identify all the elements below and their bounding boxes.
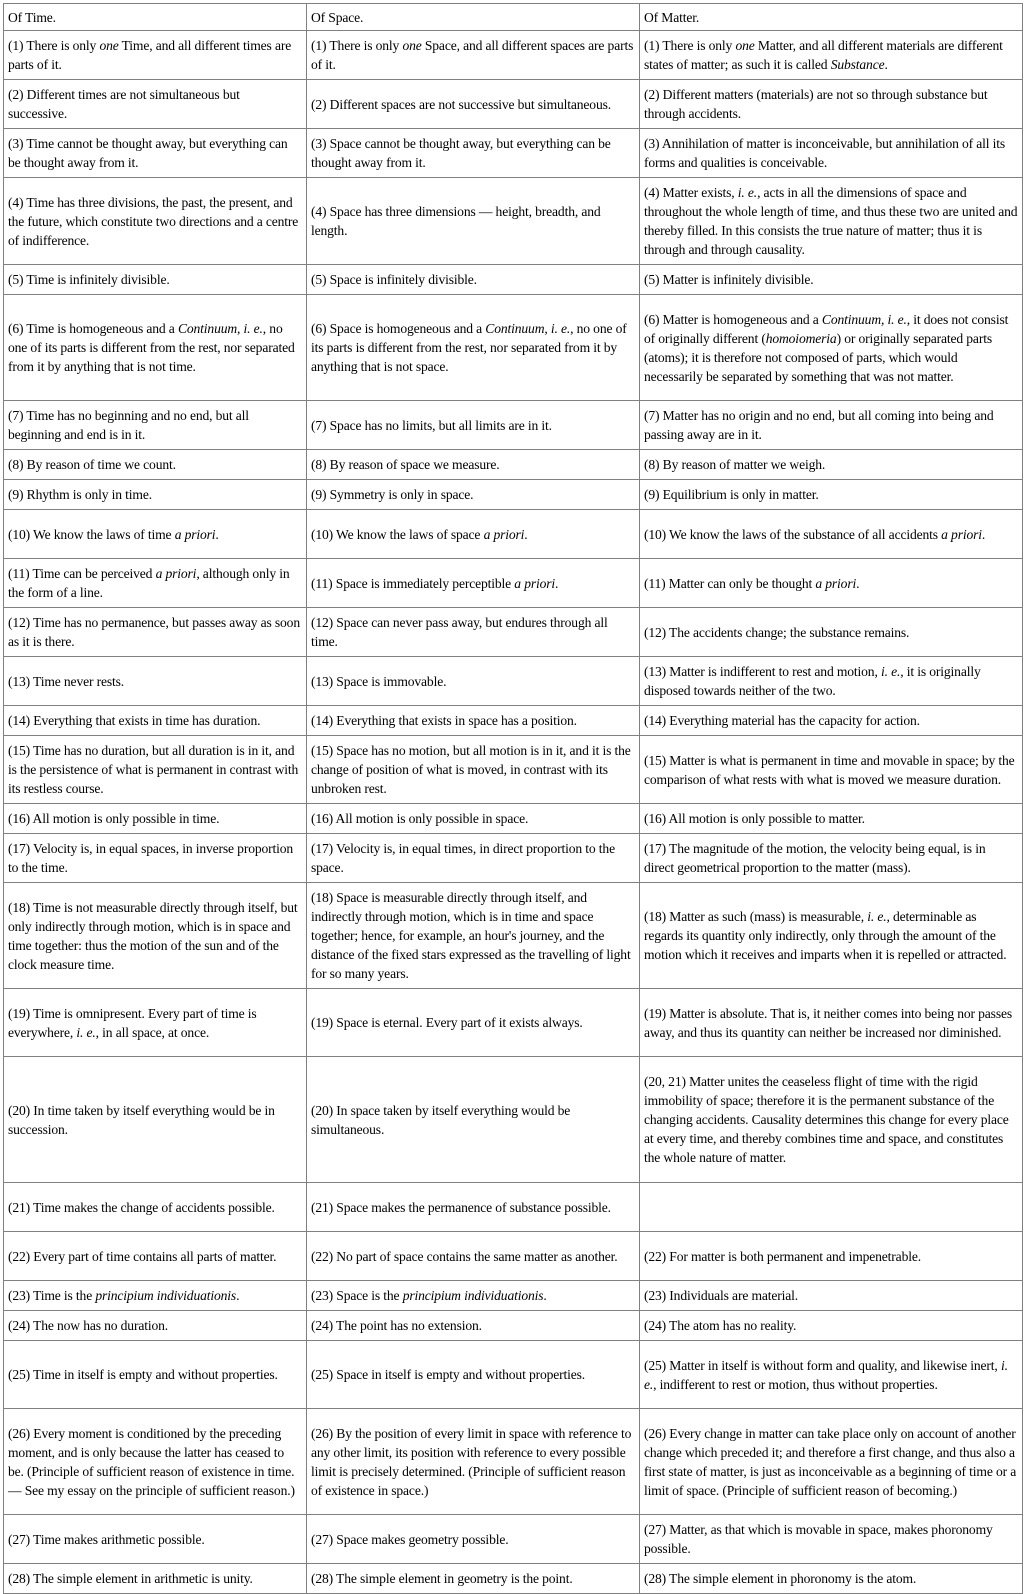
table-row xyxy=(4,736,1023,804)
cell-matter: (5) Matter is infinitely divisible. xyxy=(640,265,1023,295)
cell-matter: (12) The accidents change; the substance remains. xyxy=(640,608,1023,657)
cell-space: (27) Space makes geometry possible. xyxy=(307,1515,640,1564)
cell-time: (21) Time makes the change of accidents possible. xyxy=(4,1183,307,1232)
table-row xyxy=(4,510,1023,559)
cell-space: (13) Space is immovable. xyxy=(307,657,640,706)
cell-matter: (8) By reason of matter we weigh. xyxy=(640,450,1023,480)
cell-matter: (27) Matter, as that which is movable in space, makes phoronomy possible. xyxy=(640,1515,1023,1564)
cell-space: (3) Space cannot be thought away, but everything can be thought away from it. xyxy=(307,129,640,178)
cell-space: (12) Space can never pass away, but endures through all time. xyxy=(307,608,640,657)
table-row xyxy=(4,883,1023,989)
cell-time: (18) Time is not measurable directly through itself, but only indirectly through motion, which is in space and time together: thus the motion of the sun and of the clock measure time. xyxy=(4,883,307,989)
cell-matter: (9) Equilibrium is only in matter. xyxy=(640,480,1023,510)
cell-matter: (4) Matter exists, i. e., acts in all the dimensions of space and throughout the whole length of time, and thus these two are united and thereby filled. In this consists the true nature of matter; thus it is through and through causality. xyxy=(640,178,1023,265)
cell-matter: (10) We know the laws of the substance of all accidents a priori. xyxy=(640,510,1023,559)
cell-time: (4) Time has three divisions, the past, the present, and the future, which constitute two directions and a centre of indifference. xyxy=(4,178,307,265)
table-row xyxy=(4,31,1023,80)
cell-space: (2) Different spaces are not successive but simultaneous. xyxy=(307,80,640,129)
header-space: Of Space. xyxy=(307,4,640,31)
cell-space: (15) Space has no motion, but all motion is in it, and it is the change of position of what is moved, in contrast with its unbroken rest. xyxy=(307,736,640,804)
cell-time: (8) By reason of time we count. xyxy=(4,450,307,480)
cell-time: (16) All motion is only possible in time. xyxy=(4,804,307,834)
cell-space: (28) The simple element in geometry is the point. xyxy=(307,1564,640,1594)
header-time: Of Time. xyxy=(4,4,307,31)
cell-time: (27) Time makes arithmetic possible. xyxy=(4,1515,307,1564)
cell-matter: (1) There is only one Matter, and all different materials are different states of matter; as such it is called Substance. xyxy=(640,31,1023,80)
table-row xyxy=(4,608,1023,657)
cell-space: (5) Space is infinitely divisible. xyxy=(307,265,640,295)
table-row xyxy=(4,450,1023,480)
cell-time: (25) Time in itself is empty and without properties. xyxy=(4,1341,307,1409)
cell-time: (3) Time cannot be thought away, but everything can be thought away from it. xyxy=(4,129,307,178)
cell-space: (26) By the position of every limit in space with reference to any other limit, its position with reference to every possible limit is precisely determined. (Principle of sufficient reason of existence in space.) xyxy=(307,1409,640,1515)
cell-time: (5) Time is infinitely divisible. xyxy=(4,265,307,295)
cell-space: (11) Space is immediately perceptible a priori. xyxy=(307,559,640,608)
header-row xyxy=(4,4,1023,31)
cell-space: (10) We know the laws of space a priori. xyxy=(307,510,640,559)
cell-matter: (3) Annihilation of matter is inconceivable, but annihilation of all its forms and qualities is conceivable. xyxy=(640,129,1023,178)
cell-matter xyxy=(640,1183,1023,1232)
table-row xyxy=(4,480,1023,510)
cell-matter: (2) Different matters (materials) are not so through substance but through accidents. xyxy=(640,80,1023,129)
cell-space: (1) There is only one Space, and all different spaces are parts of it. xyxy=(307,31,640,80)
table-row xyxy=(4,1341,1023,1409)
cell-matter: (22) For matter is both permanent and impenetrable. xyxy=(640,1232,1023,1281)
table-row xyxy=(4,178,1023,265)
cell-time: (11) Time can be perceived a priori, although only in the form of a line. xyxy=(4,559,307,608)
cell-time: (14) Everything that exists in time has duration. xyxy=(4,706,307,736)
cell-matter: (17) The magnitude of the motion, the velocity being equal, is in direct geometrical proportion to the matter (mass). xyxy=(640,834,1023,883)
cell-time: (17) Velocity is, in equal spaces, in inverse proportion to the time. xyxy=(4,834,307,883)
table-row xyxy=(4,265,1023,295)
cell-matter: (26) Every change in matter can take place only on account of another change which preceded it; and therefore a first change, and thus also a first state of matter, is just as inconceivable as a beginning of time or a limit of space. (Principle of sufficient reason of becoming.) xyxy=(640,1409,1023,1515)
cell-time: (23) Time is the principium individuationis. xyxy=(4,1281,307,1311)
cell-time: (22) Every part of time contains all parts of matter. xyxy=(4,1232,307,1281)
cell-matter: (24) The atom has no reality. xyxy=(640,1311,1023,1341)
cell-matter: (13) Matter is indifferent to rest and motion, i. e., it is originally disposed towards neither of the two. xyxy=(640,657,1023,706)
cell-space: (8) By reason of space we measure. xyxy=(307,450,640,480)
cell-matter: (16) All motion is only possible to matter. xyxy=(640,804,1023,834)
cell-matter: (19) Matter is absolute. That is, it neither comes into being nor passes away, and thus its quantity can neither be increased nor diminished. xyxy=(640,989,1023,1057)
table-row xyxy=(4,80,1023,129)
cell-matter: (20, 21) Matter unites the ceaseless flight of time with the rigid immobility of space; therefore it is the permanent substance of the changing accidents. Causality determines this change for every place at every time, and thereby combines time and space, and constitutes the whole nature of matter. xyxy=(640,1057,1023,1183)
cell-space: (4) Space has three dimensions — height, breadth, and length. xyxy=(307,178,640,265)
table-row xyxy=(4,1057,1023,1183)
table-row xyxy=(4,834,1023,883)
table-row xyxy=(4,129,1023,178)
table-row xyxy=(4,1515,1023,1564)
cell-space: (7) Space has no limits, but all limits are in it. xyxy=(307,401,640,450)
table-row xyxy=(4,1409,1023,1515)
comparison-table xyxy=(3,3,1023,1594)
cell-matter: (25) Matter in itself is without form and quality, and likewise inert, i. e., indifferent to rest or motion, thus without properties. xyxy=(640,1341,1023,1409)
cell-space: (21) Space makes the permanence of substance possible. xyxy=(307,1183,640,1232)
cell-matter: (28) The simple element in phoronomy is the atom. xyxy=(640,1564,1023,1594)
table-row xyxy=(4,706,1023,736)
cell-space: (25) Space in itself is empty and without properties. xyxy=(307,1341,640,1409)
cell-space: (9) Symmetry is only in space. xyxy=(307,480,640,510)
cell-time: (10) We know the laws of time a priori. xyxy=(4,510,307,559)
table-row xyxy=(4,804,1023,834)
cell-time: (6) Time is homogeneous and a Continuum, i. e., no one of its parts is different from the rest, nor separated from it by anything that is not time. xyxy=(4,295,307,401)
cell-time: (15) Time has no duration, but all duration is in it, and is the persistence of what is permanent in contrast with its restless course. xyxy=(4,736,307,804)
cell-space: (19) Space is eternal. Every part of it exists always. xyxy=(307,989,640,1057)
cell-matter: (15) Matter is what is permanent in time and movable in space; by the comparison of what rests with what is moved we measure duration. xyxy=(640,736,1023,804)
cell-time: (24) The now has no duration. xyxy=(4,1311,307,1341)
cell-time: (20) In time taken by itself everything would be in succession. xyxy=(4,1057,307,1183)
cell-space: (18) Space is measurable directly through itself, and indirectly through motion, which is in time and space together; hence, for example, an hour's journey, and the distance of the fixed stars expressed as the travelling of light for so many years. xyxy=(307,883,640,989)
cell-space: (23) Space is the principium individuationis. xyxy=(307,1281,640,1311)
table-row xyxy=(4,989,1023,1057)
table-row xyxy=(4,1311,1023,1341)
cell-space: (14) Everything that exists in space has a position. xyxy=(307,706,640,736)
cell-time: (7) Time has no beginning and no end, but all beginning and end is in it. xyxy=(4,401,307,450)
cell-time: (9) Rhythm is only in time. xyxy=(4,480,307,510)
cell-matter: (6) Matter is homogeneous and a Continuum, i. e., it does not consist of originally different (homoiomeria) or originally separated parts (atoms); it is therefore not composed of parts, which would necessarily be separated by something that was not matter. xyxy=(640,295,1023,401)
cell-space: (24) The point has no extension. xyxy=(307,1311,640,1341)
cell-space: (16) All motion is only possible in space. xyxy=(307,804,640,834)
cell-space: (22) No part of space contains the same matter as another. xyxy=(307,1232,640,1281)
cell-time: (28) The simple element in arithmetic is unity. xyxy=(4,1564,307,1594)
table-row xyxy=(4,1564,1023,1594)
table-row xyxy=(4,1183,1023,1232)
table-row xyxy=(4,657,1023,706)
cell-time: (26) Every moment is conditioned by the preceding moment, and is only because the latter has ceased to be. (Principle of sufficient reason of existence in time. — See my essay on the principle of sufficient reason.) xyxy=(4,1409,307,1515)
cell-matter: (23) Individuals are material. xyxy=(640,1281,1023,1311)
cell-matter: (18) Matter as such (mass) is measurable, i. e., determinable as regards its quantity only indirectly, only through the amount of the motion which it receives and imparts when it is repelled or attracted. xyxy=(640,883,1023,989)
cell-time: (12) Time has no permanence, but passes away as soon as it is there. xyxy=(4,608,307,657)
cell-time: (13) Time never rests. xyxy=(4,657,307,706)
cell-space: (17) Velocity is, in equal times, in direct proportion to the space. xyxy=(307,834,640,883)
cell-matter: (14) Everything material has the capacity for action. xyxy=(640,706,1023,736)
table-row xyxy=(4,295,1023,401)
table-row xyxy=(4,401,1023,450)
header-matter: Of Matter. xyxy=(640,4,1023,31)
cell-space: (20) In space taken by itself everything would be simultaneous. xyxy=(307,1057,640,1183)
cell-time: (1) There is only one Time, and all different times are parts of it. xyxy=(4,31,307,80)
table-row xyxy=(4,559,1023,608)
table-row xyxy=(4,1232,1023,1281)
cell-matter: (11) Matter can only be thought a priori. xyxy=(640,559,1023,608)
table-row xyxy=(4,1281,1023,1311)
cell-space: (6) Space is homogeneous and a Continuum, i. e., no one of its parts is different from the rest, nor separated from it by anything that is not space. xyxy=(307,295,640,401)
cell-matter: (7) Matter has no origin and no end, but all coming into being and passing away are in it. xyxy=(640,401,1023,450)
cell-time: (2) Different times are not simultaneous but successive. xyxy=(4,80,307,129)
cell-time: (19) Time is omnipresent. Every part of time is everywhere, i. e., in all space, at once. xyxy=(4,989,307,1057)
